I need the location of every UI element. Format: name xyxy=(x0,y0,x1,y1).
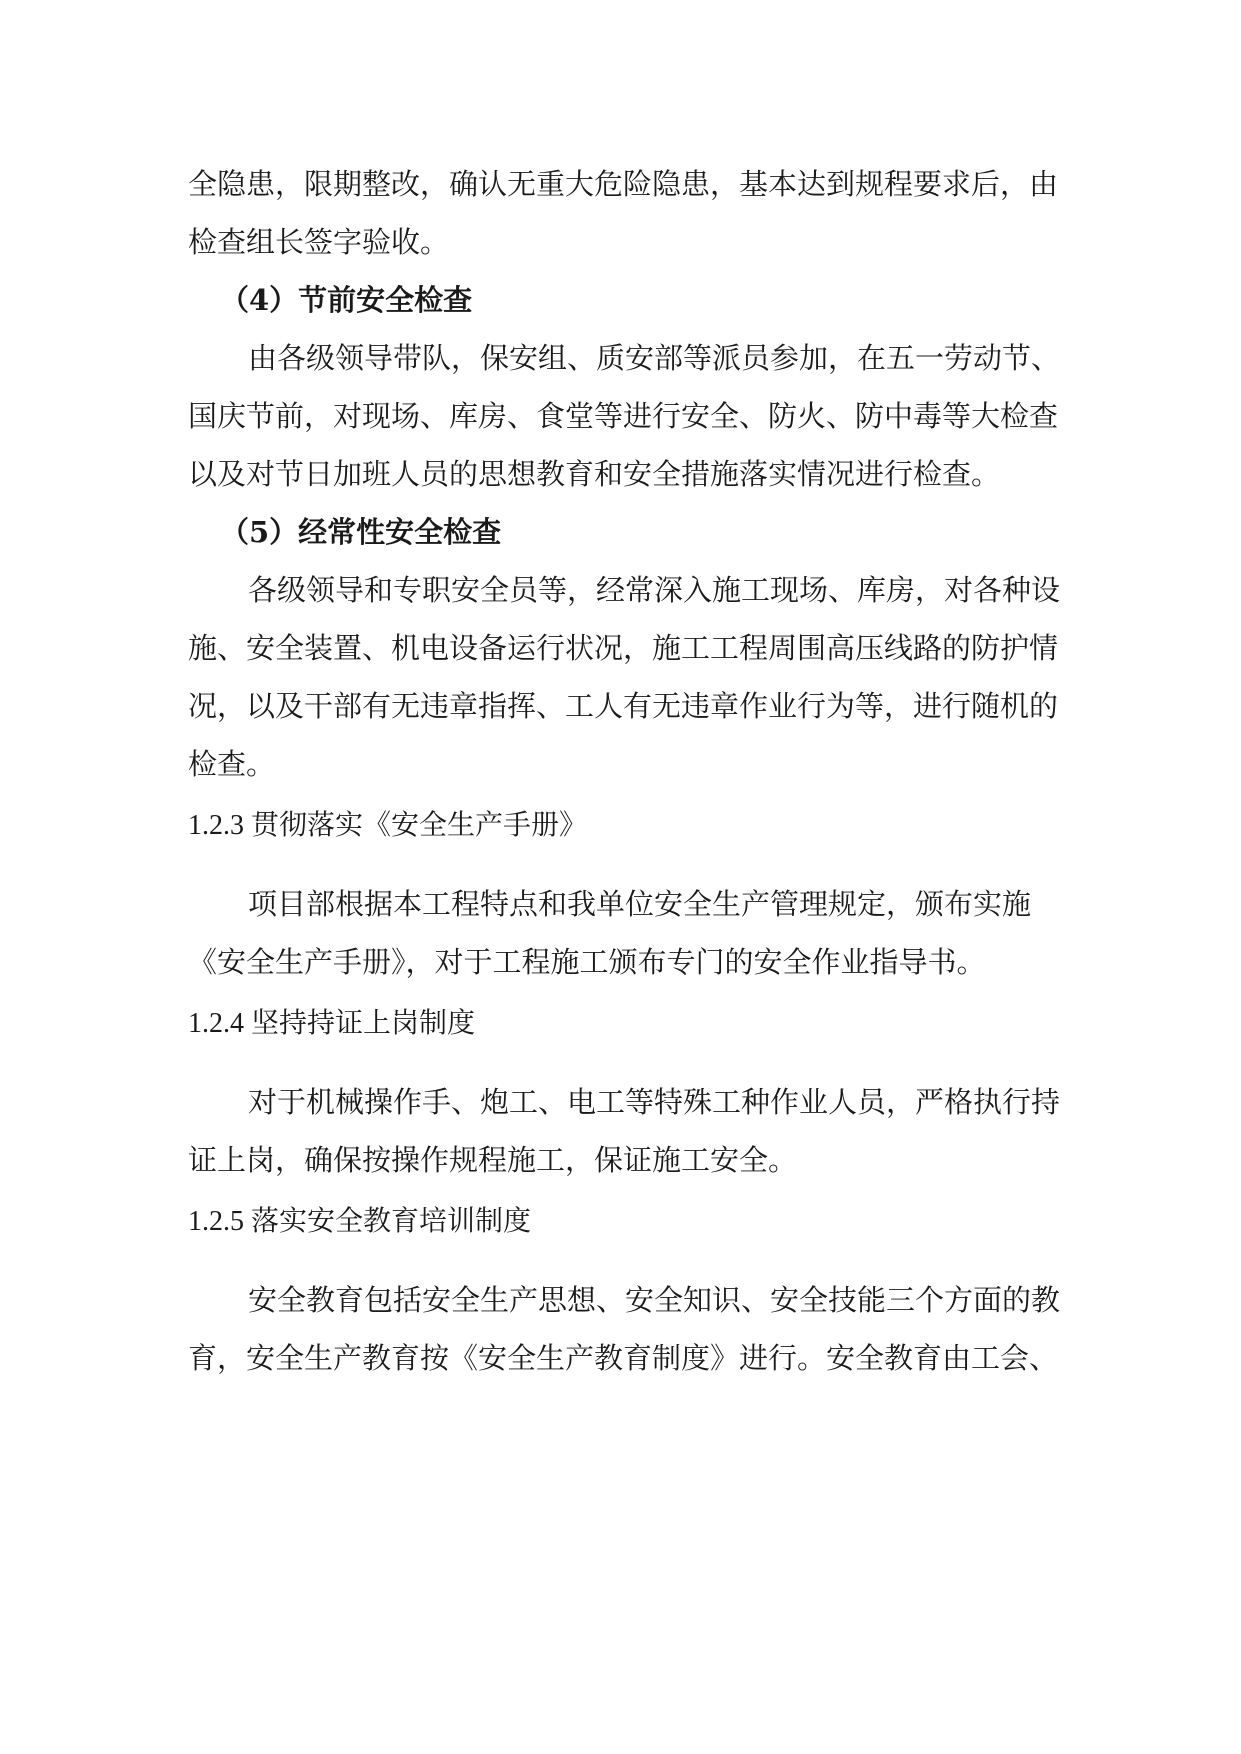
section-heading-4: （4）节前安全检查 xyxy=(220,283,473,317)
paragraph-line: 各级领导和专职安全员等，经常深入施工现场、库房，对各种设 xyxy=(248,573,1061,607)
paragraph-line: 对于机械操作手、炮工、电工等特殊工种作业人员，严格执行持 xyxy=(248,1085,1061,1119)
subsection-heading-1-2-5: 1.2.5 落实安全教育培训制度 xyxy=(188,1206,532,1237)
paragraph-line: 《安全生产手册》，对于工程施工颁布专门的安全作业指导书。 xyxy=(188,945,986,979)
paragraph-line: 检查。 xyxy=(188,747,276,781)
paragraph-line: 施、安全装置、机电设备运行状况，施工工程周围高压线路的防护情 xyxy=(188,631,1059,665)
paragraph-line: 检查组长签字验收。 xyxy=(188,225,450,259)
subsection-heading-1-2-4: 1.2.4 坚持持证上岗制度 xyxy=(188,1008,476,1039)
paragraph-line: 国庆节前，对现场、库房、食堂等进行安全、防火、防中毒等大检查 xyxy=(188,399,1059,433)
paragraph-line: 由各级领导带队，保安组、质安部等派员参加，在五一劳动节、 xyxy=(248,341,1061,375)
paragraph-line: 证上岗，确保按操作规程施工，保证施工安全。 xyxy=(188,1143,798,1177)
paragraph-line: 况，以及干部有无违章指挥、工人有无违章作业行为等，进行随机的 xyxy=(188,689,1059,723)
paragraph-line: 以及对节日加班人员的思想教育和安全措施落实情况进行检查。 xyxy=(188,457,1001,491)
section-heading-5: （5）经常性安全检查 xyxy=(220,515,502,549)
paragraph-line: 项目部根据本工程特点和我单位安全生产管理规定，颁布实施 xyxy=(248,887,1032,921)
paragraph-line: 安全教育包括安全生产思想、安全知识、安全技能三个方面的教 xyxy=(248,1283,1061,1317)
subsection-heading-1-2-3: 1.2.3 贯彻落实《安全生产手册》 xyxy=(188,810,588,841)
paragraph-line: 全隐患，限期整改，确认无重大危险隐患，基本达到规程要求后，由 xyxy=(188,167,1059,201)
paragraph-line: 育，安全生产教育按《安全生产教育制度》进行。安全教育由工会、 xyxy=(188,1341,1059,1375)
